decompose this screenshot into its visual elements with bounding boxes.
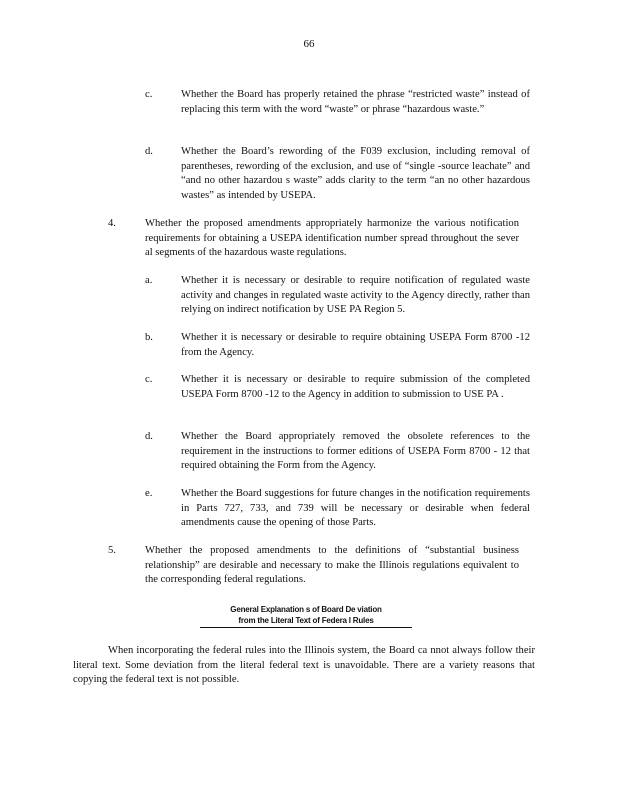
page-number: 66 [303, 38, 315, 50]
list-marker: a. [145, 275, 153, 286]
section-heading-line-1: General Explanation s of Board De viation [230, 605, 382, 614]
list-marker: 4. [108, 218, 116, 229]
list-item-text: Whether it is necessary or desirable to require submission of the completed USEPA Form 8700 -12 to the Agency in addition to submission to USE PA . [181, 374, 530, 400]
list-marker: c. [145, 89, 153, 100]
section-heading-line-2: from the Literal Text of Federa l Rules [238, 616, 374, 625]
section-heading [200, 604, 412, 628]
list-marker: c. [145, 374, 153, 385]
list-marker: e. [145, 488, 153, 499]
list-marker: 5. [108, 545, 116, 556]
list-item-text: Whether the proposed amendments to the definitions of “substantial business relationship” are desirable and necessary to make the Illinois regulations equivalent to the corresponding federal regulations. [145, 545, 519, 586]
list-item-text: Whether the Board has properly retained the phrase “restricted waste” instead of replacing this term with the word “waste” or phrase “hazardous waste.” [181, 89, 530, 115]
list-marker: b. [145, 332, 153, 343]
body-paragraph: When incorporating the federal rules into the Illinois system, the Board ca nnot always follow their literal text. Some deviation from the literal federal text is unavoidable. There are a variety reasons that copying the federal text is not possible. [73, 645, 535, 686]
list-item-text: Whether the Board’s rewording of the F039 exclusion, including removal of parentheses, rewording of the exclusion, and use of “single -source leachate” and “and no other hazardou s waste” adds clarity to the term “an no other hazardous wastes” as intended by USEPA. [181, 146, 530, 201]
list-item-text: Whether the Board appropriately removed the obsolete references to the requirement in the instructions to former editions of USEPA Form 8700 - 12 that required obtaining the Form from the Agency. [181, 431, 530, 472]
list-item-text: Whether it is necessary or desirable to require notification of regulated waste activity and changes in regulated waste activity to the Agency directly, rather than relying on indirect notification by USE PA Region 5. [181, 275, 530, 316]
list-item-text: Whether it is necessary or desirable to require obtaining USEPA Form 8700 -12 from the Agency. [181, 332, 530, 358]
list-item-text: Whether the Board suggestions for future changes in the notification requirements in Parts 727, 733, and 739 will be necessary or desirable when federal amendments cause the opening of those Parts. [181, 488, 530, 529]
list-item-text: Whether the proposed amendments appropriately harmonize the various notification requirements for obtaining a USEPA identification number spread throughout the sever al segments of the hazardous waste regulations. [145, 218, 519, 259]
list-marker: d. [145, 146, 153, 157]
list-marker: d. [145, 431, 153, 442]
